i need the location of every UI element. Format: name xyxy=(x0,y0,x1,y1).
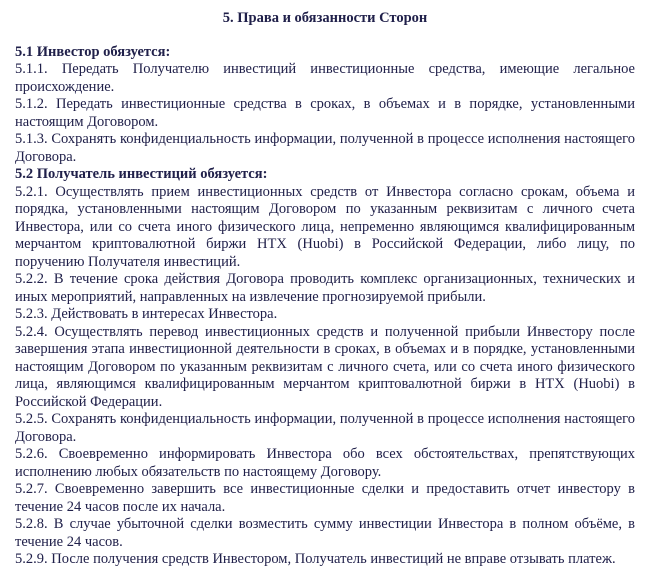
clause-5-1-3: 5.1.3. Сохранять конфиденциальность информации, полученной в процессе исполнения настоящего Договора. xyxy=(15,131,635,165)
clause-5-2-5: 5.2.5. Сохранять конфиденциальность информации, полученной в процессе исполнения настоящего Договора. xyxy=(15,411,635,445)
clause-5-2-4: 5.2.4. Осуществлять перевод инвестиционных средств и полученной прибыли Инвестору после завершения этапа инвестиционной деятельности в сроках, в объемах и в порядке, установленными настоящим Договором по указанным реквизитам с личного счета, или со счета иного физического лица, являющимся квалифицированным мерчантом криптовалютной биржи в HTX (Huobi) в Российской Федерации. xyxy=(15,323,635,410)
clause-5-2-1: 5.2.1. Осуществлять прием инвестиционных средств от Инвестора согласно срокам, объема и порядка, установленными настоящим Договором по указанным реквизитам с личного счета Инвестора, или со счета иного физического лица, непременно являющимся квалифицированным мерчантом криптовалютной биржи HTX (Huobi) в Российской Федерации, либо лицу, по поручению Получателя инвестиций. xyxy=(15,183,635,270)
clause-5-2-3: 5.2.3. Действовать в интересах Инвестора. xyxy=(15,306,278,322)
document-title: 5. Права и обязанности Сторон xyxy=(222,10,428,26)
clause-5-2-7: 5.2.7. Своевременно завершить все инвестиционные сделки и предоставить отчет инвестору в течение 24 часов после их начала. xyxy=(15,481,635,515)
clause-5-2-9: 5.2.9. После получения средств Инвестором, Получатель инвестиций не вправе отзывать платеж. xyxy=(15,551,616,567)
clause-5-2-heading: 5.2 Получатель инвестиций обязуется: xyxy=(15,166,268,182)
clause-5-2-6: 5.2.6. Своевременно информировать Инвестора обо всех обстоятельствах, препятствующих исполнению любых обязательств по настоящему Договору. xyxy=(15,446,635,480)
clause-5-1-2: 5.1.2. Передать инвестиционные средства в сроках, в объемах и в порядке, установленными настоящим Договором. xyxy=(15,96,635,130)
clause-5-1-heading: 5.1 Инвестор обязуется: xyxy=(15,43,171,60)
clause-5-2-8: 5.2.8. В случае убыточной сделки возместить сумму инвестиции Инвестора в полном объёме, в течение 24 часов. xyxy=(15,516,635,550)
clause-5-1-1: 5.1.1. Передать Получателю инвестиций инвестиционные средства, имеющие легальное происхождение. xyxy=(15,61,635,95)
clause-5-2-2: 5.2.2. В течение срока действия Договора проводить комплекс организационных, технических и иных мероприятий, направленных на извлечение прогнозируемой прибыли. xyxy=(15,271,635,305)
